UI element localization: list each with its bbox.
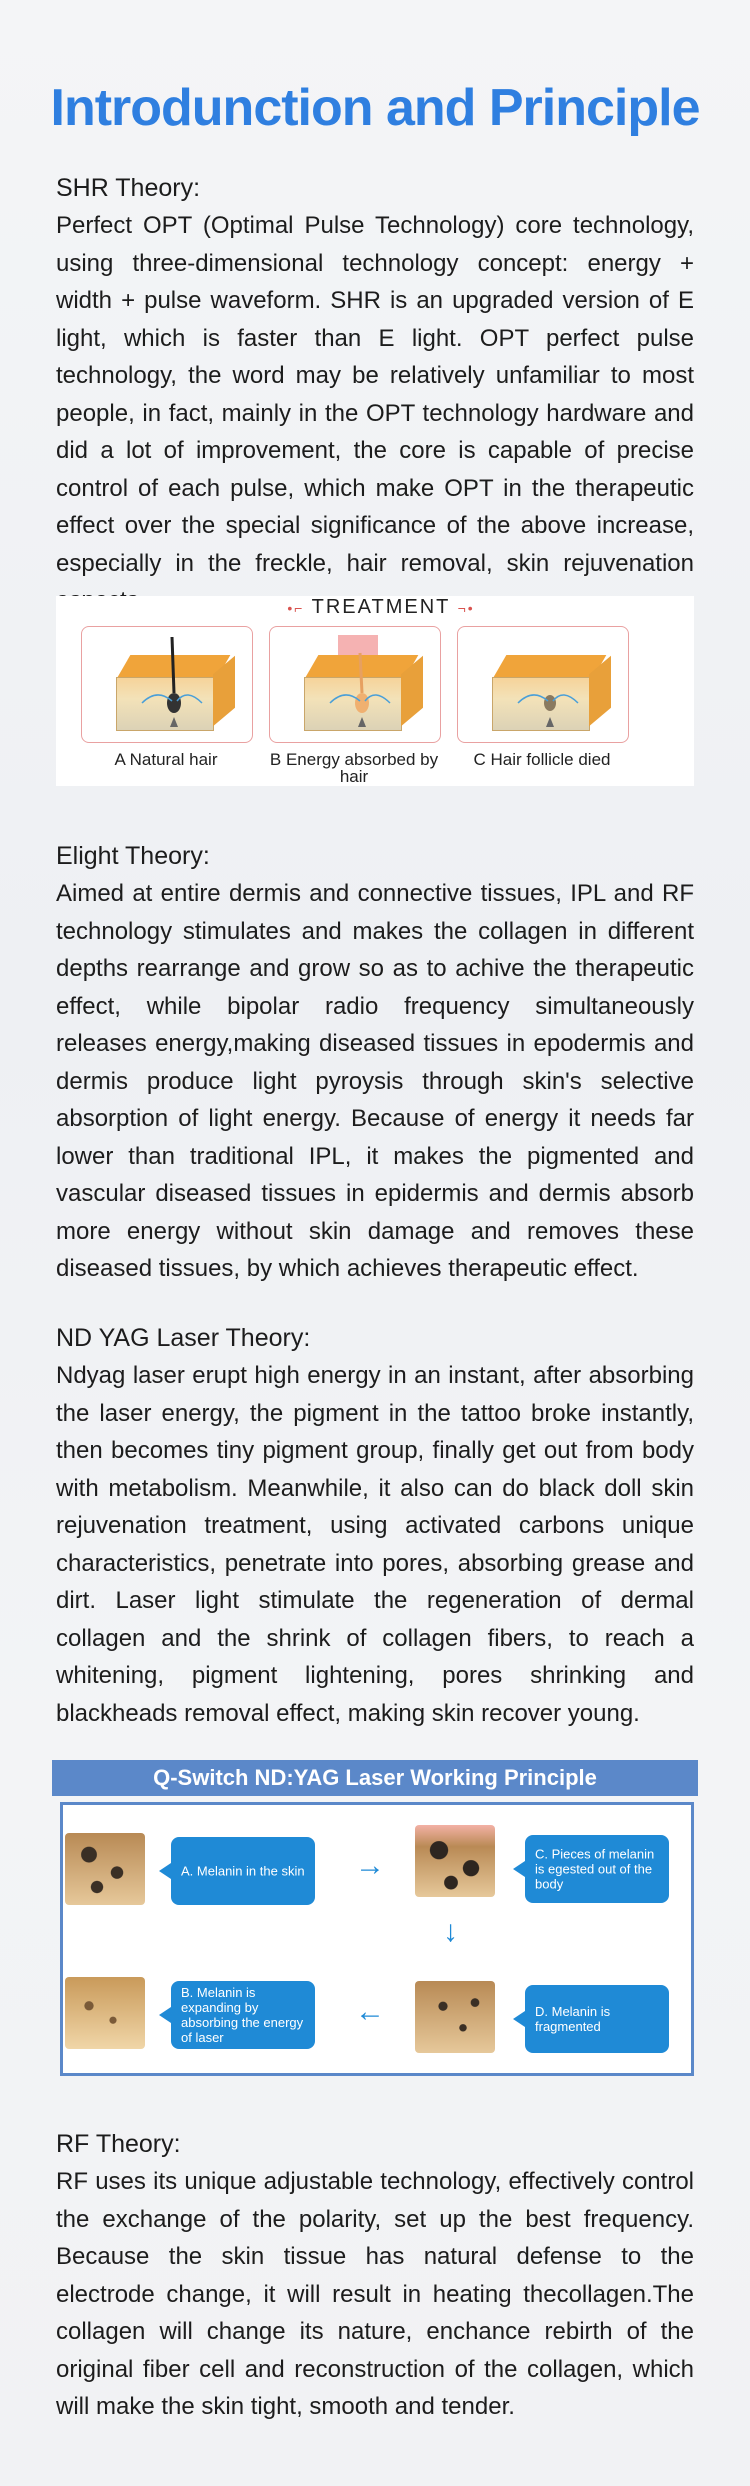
treatment-title: •⌐ TREATMENT ¬•	[287, 596, 475, 618]
arrow-left-icon: ←	[355, 1995, 385, 2028]
treatment-box-b	[269, 626, 441, 743]
elight-text: Aimed at entire dermis and connective tissues, IPL and RF technology stimulates and makes the collagen in different depths rearrange and grow so as to achive the therapeutic effect, while bipolar radio frequency simultaneously releases energy,making diseased tissues in epodermis and dermis produce light pyroysis through skin's selective absorption of light energy. Because of energy it needs far lower than traditional IPL, it makes the pigmented and vascular diseased tissues in epidermis and dermis absorb more energy without skin damage and removes these diseased tissues, by which achieves therapeutic effect.	[56, 880, 694, 1282]
treatment-label-b: B Energy absorbed by hair	[269, 750, 439, 786]
qswitch-diagram	[60, 1802, 694, 2076]
arrow-right-icon: →	[355, 1849, 385, 1882]
skin-expanding-icon	[65, 1977, 145, 2049]
ndyag-section	[56, 1320, 694, 1732]
treatment-box-a	[81, 626, 253, 743]
rf-heading: RF Theory:	[56, 2130, 181, 2158]
shr-text: Perfect OPT (Optimal Pulse Technology) core technology, using three-dimensional technology concept: energy + width + pulse waveform. SHR is an upgraded version of E light, which is faster than E light. OPT perfect pulse technology, the word may be relatively unfamiliar to most people, in fact, mainly in the OPT technology hardware and did a lot of improvement, the core is capable of precise control of each pulse, which make OPT in the therapeutic effect over the special significance of the above increase, especially in the freckle, hair removal, skin rejuvenation	[56, 212, 694, 577]
treatment-label-a: A Natural hair	[114, 750, 218, 769]
rf-text: RF uses its unique adjustable technology, effectively control the exchange of the polarity, set up the best frequency. Because the skin tissue has natural defense to the electrode change, it will result in heating thecollagen.The collagen will change its nature, enchance rebirth of the original fiber cell and reconstruction of the collagen, which will make the skin tight, smooth and tender.	[56, 2168, 694, 2420]
bracket-right-icon: ¬•	[457, 600, 475, 616]
qswitch-title: Q-Switch ND:YAG Laser Working Principle	[52, 1760, 698, 1796]
step-a-box: A. Melanin in the skin	[171, 1837, 315, 1905]
hair-follicle-icon	[132, 633, 212, 733]
shr-heading: SHR Theory:	[56, 174, 201, 202]
rf-section	[56, 2126, 694, 2426]
ndyag-heading: ND YAG Laser Theory:	[56, 1324, 311, 1352]
treatment-figure	[56, 596, 694, 786]
shr-section	[56, 170, 694, 620]
elight-section	[56, 838, 694, 1288]
skin-egested-icon	[415, 1825, 495, 1897]
dead-follicle-icon	[508, 633, 588, 733]
ndyag-text: Ndyag laser erupt high energy in an instant, after absorbing the laser energy, the pigment in the tattoo broke instantly, then becomes tiny pigment group, finally get out from body with metabolism. Meanwhile, it also can do black doll skin rejuvenation treatment, using activated carbons unique characteristics, penetrate into pores, absorbing grease and dirt. Laser light stimulate the regeneration of dermal collagen and the shrink of collagen fibers, to reach a whitening, pigment lightening, pores shrinking and blackheads removal effect, making skin recover young.	[56, 1362, 694, 1727]
arrow-down-icon: ↓	[443, 1915, 458, 1948]
treatment-box-c	[457, 626, 629, 743]
bracket-left-icon: •⌐	[287, 600, 305, 616]
skin-melanin-icon	[65, 1833, 145, 1905]
treatment-label-c: C Hair follicle died	[473, 750, 611, 769]
page-title: Introdunction and Principle	[50, 79, 700, 137]
skin-fragmented-icon	[415, 1981, 495, 2053]
step-d-box: D. Melanin is fragmented	[525, 1985, 669, 2053]
absorbing-hair-icon	[320, 633, 400, 733]
step-c-box: C. Pieces of melanin is egested out of the body	[525, 1835, 669, 1903]
step-b-box: B. Melanin is expanding by absorbing the energy of laser	[171, 1981, 315, 2049]
elight-heading: Elight Theory:	[56, 842, 210, 870]
